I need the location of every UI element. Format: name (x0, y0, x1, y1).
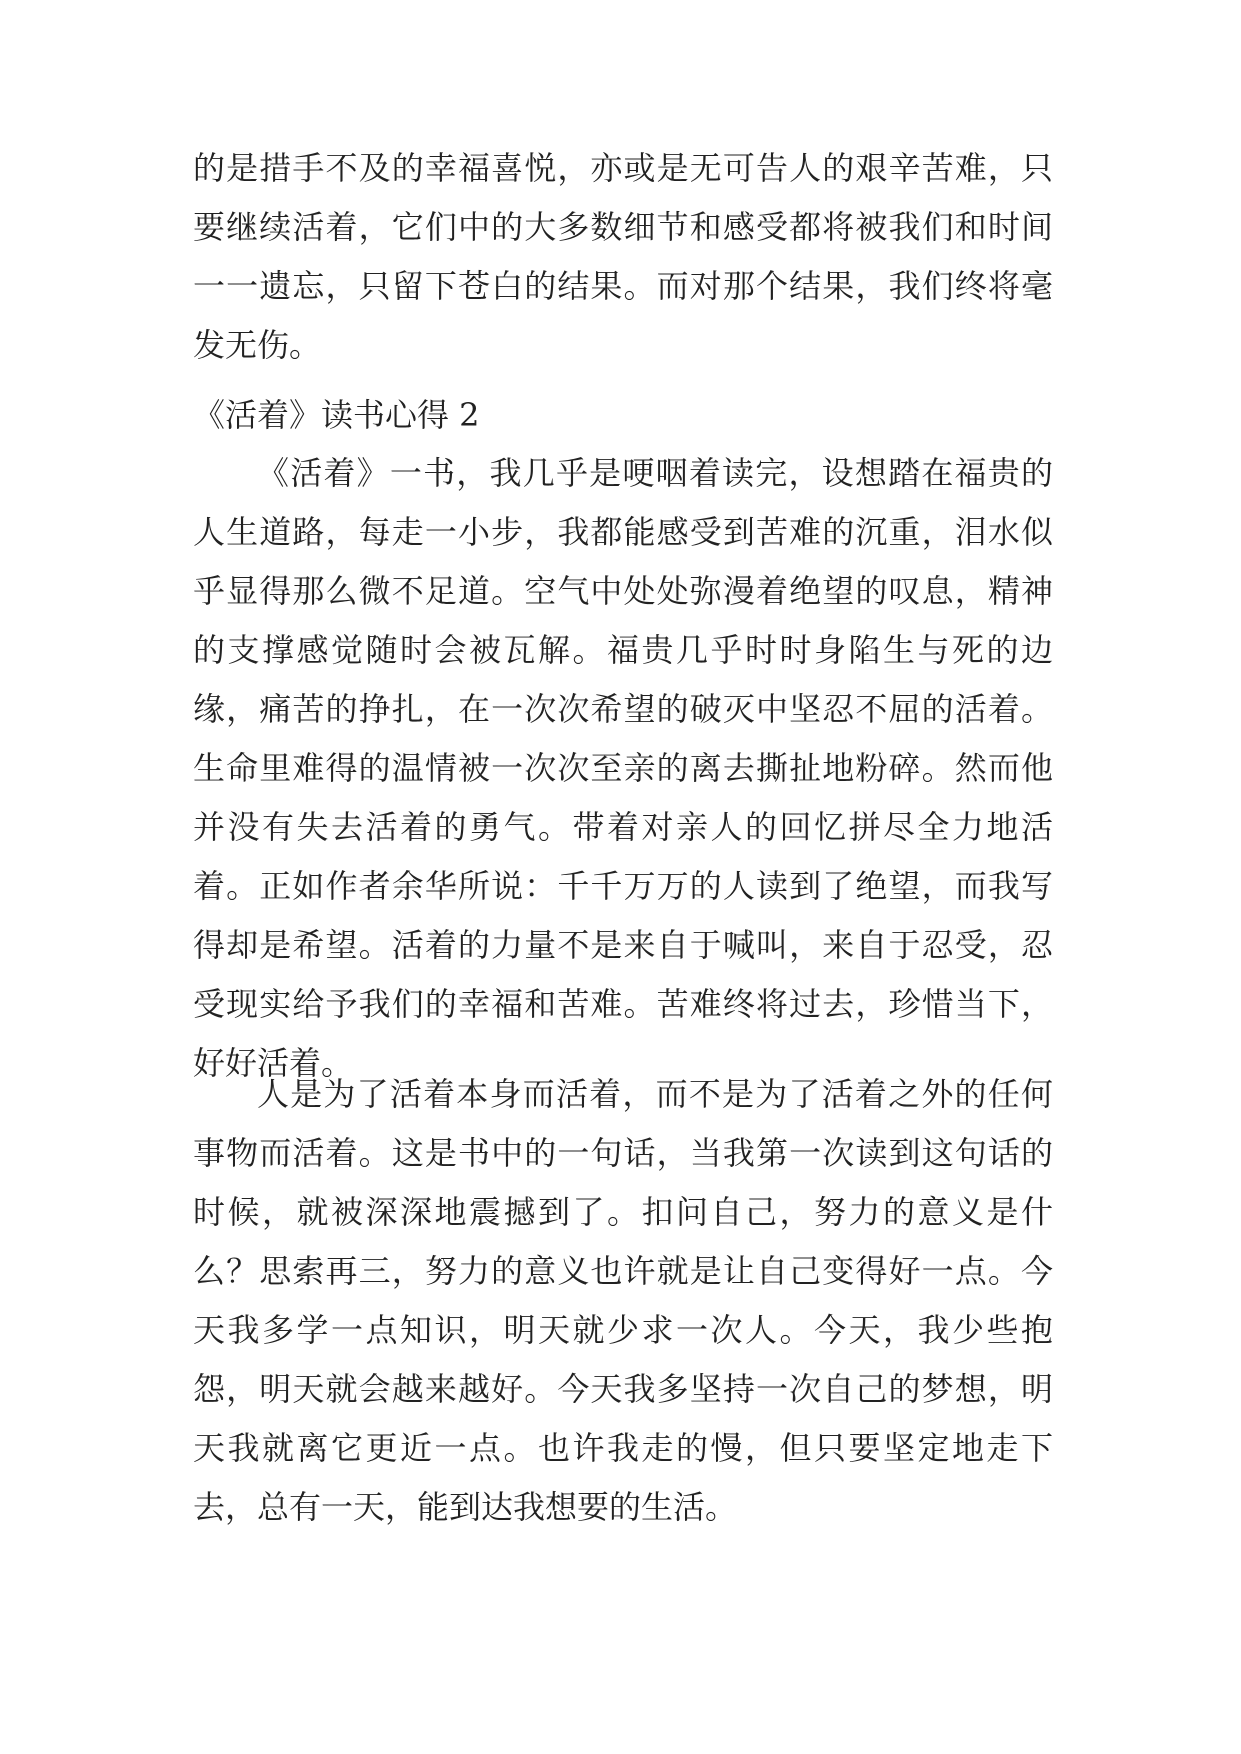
section-title: 《活着》读书心得 2 (193, 396, 480, 434)
paragraph-1: 《活着》一书，我几乎是哽咽着读完，设想踏在福贵的人生道路，每走一小步，我都能感受到苦难的沉重，泪水似乎显得那么微不足道。空气中处处弥漫着绝望的叹息，精神的支撑感觉随时会被瓦解。福贵几乎时时身陷生与死的边缘，痛苦的挣扎，在一次次希望的破灭中坚忍不屈的活着。生命里难得的温情被一次次至亲的离去撕扯地粉碎。然而他并没有失去活着的勇气。带着对亲人的回忆拼尽全力地活着。正如作者余华所说：千千万万的人读到了绝望，而我写得却是希望。活着的力量不是来自于喊叫，来自于忍受，忍受现实给予我们的幸福和苦难。苦难终将过去，珍惜当下，好好活着。 (193, 454, 1053, 1082)
paragraph-continued: 的是措手不及的幸福喜悦，亦或是无可告人的艰辛苦难，只要继续活着，它们中的大多数细节和感受都将被我们和时间一一遗忘，只留下苍白的结果。而对那个结果，我们终将毫发无伤。 (193, 149, 1053, 364)
paragraph-2: 人是为了活着本身而活着，而不是为了活着之外的任何事物而活着。这是书中的一句话，当我第一次读到这句话的时候，就被深深地震撼到了。扣问自己，努力的意义是什么？思索再三，努力的意义也许就是让自己变得好一点。今天我多学一点知识，明天就少求一次人。今天，我少些抱怨，明天就会越来越好。今天我多坚持一次自己的梦想，明天我就离它更近一点。也许我走的慢，但只要坚定地走下去，总有一天，能到达我想要的生活。 (193, 1075, 1053, 1526)
